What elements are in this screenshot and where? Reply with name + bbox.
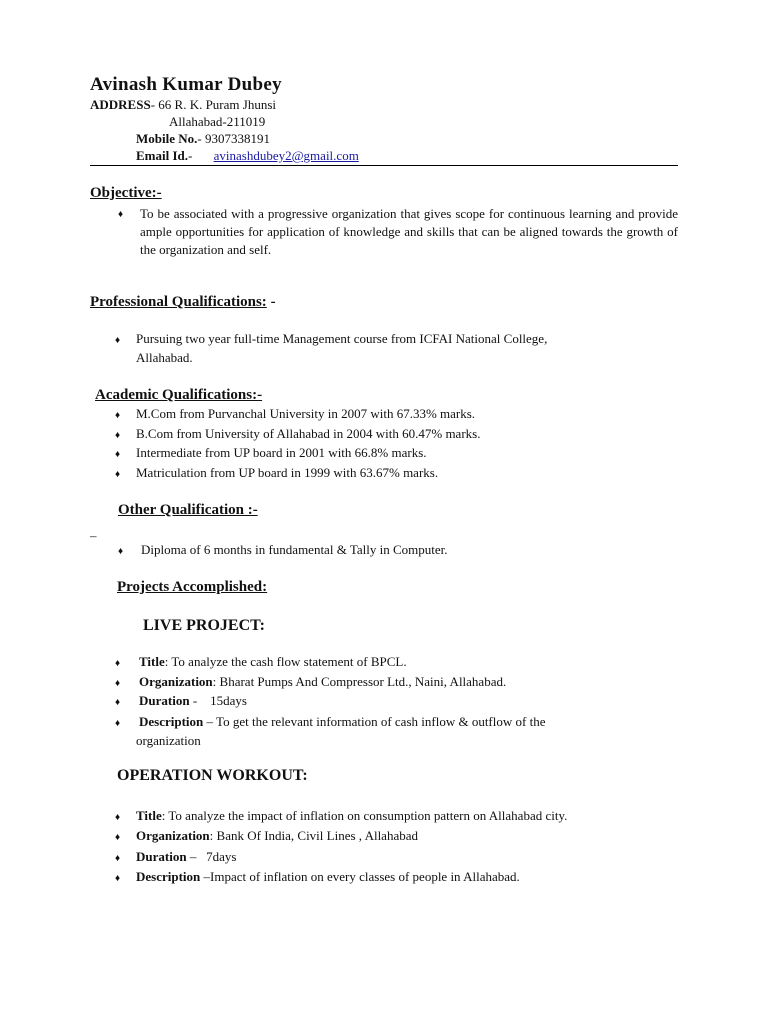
op-org-label: Organization [136,828,210,843]
email-line [136,148,359,164]
live-title-line [139,654,407,670]
academic-heading: Academic Qualifications:- [95,387,263,403]
op-title-line [136,808,567,824]
other-dash: – [90,528,97,543]
op-duration-label: Duration [136,849,187,864]
live-org-line [139,674,506,690]
bullet-diamond-icon: ♦ [115,469,121,480]
bullet-diamond-icon: ♦ [115,873,121,884]
academic-item: B.Com from University of Allahabad in 2004 with 60.47% marks. [136,426,481,441]
address-line [90,97,276,113]
email-link[interactable]: avinashdubey2@gmail.com [213,148,359,163]
professional-heading: Professional Qualifications: [90,294,267,310]
bullet-diamond-icon: ♦ [115,812,121,823]
op-desc-label: Description [136,869,201,884]
projects-heading: Projects Accomplished: [117,579,268,595]
mobile-label: Mobile No. [136,131,198,146]
bullet-diamond-icon: ♦ [118,546,124,557]
bullet-diamond-icon: ♦ [118,209,124,220]
op-title-label: Title [136,808,162,823]
header-divider [90,165,678,166]
address-label: ADDRESS [90,97,151,112]
op-desc-line [136,869,520,885]
candidate-name: Avinash Kumar Dubey [90,74,282,95]
email-label: Email Id. [136,148,189,163]
academic-item: Intermediate from UP board in 2001 with 66.8% marks. [136,445,427,460]
live-duration-label: Duration [139,693,190,708]
bullet-diamond-icon: ♦ [115,697,121,708]
bullet-diamond-icon: ♦ [115,658,121,669]
address-value: - 66 R. K. Puram Jhunsi [150,97,276,112]
professional-heading-suffix: - [266,294,276,310]
professional-heading-line [90,294,276,311]
operation-workout-heading: OPERATION WORKOUT: [117,767,308,784]
bullet-diamond-icon: ♦ [115,832,121,843]
live-duration-value: - 15days [189,693,247,708]
professional-item-line1: Pursuing two year full-time Management course from ICFAI National College, [136,331,548,346]
live-project-heading: LIVE PROJECT: [143,617,265,634]
live-desc-label: Description [139,714,204,729]
other-item: Diploma of 6 months in fundamental & Tally in Computer. [141,542,448,557]
live-desc-line2: organization [136,733,201,748]
bullet-diamond-icon: ♦ [115,678,121,689]
op-duration-value: – 7days [186,849,237,864]
objective-text: To be associated with a progressive organization that gives scope for continuous learning and provide ample opportunities for application of knowledge and skills that can be aligned towards the growth of the organization and self. [140,206,678,257]
bullet-diamond-icon: ♦ [115,718,121,729]
live-title-value: : To analyze the cash flow statement of BPCL. [164,654,407,669]
op-desc-value: –Impact of inflation on every classes of people in Allahabad. [200,869,520,884]
bullet-diamond-icon: ♦ [115,430,121,441]
mobile-line [136,131,270,147]
academic-item: Matriculation from UP board in 1999 with 63.67% marks. [136,465,439,480]
objective-heading: Objective:- [90,185,162,201]
op-org-value: : Bank Of India, Civil Lines , Allahabad [209,828,418,843]
live-title-label: Title [139,654,165,669]
email-sep: - [188,148,193,163]
live-desc-value: – To get the relevant information of cash inflow & outflow of the [203,714,546,729]
bullet-diamond-icon: ♦ [115,335,121,346]
op-duration-line [136,849,236,865]
op-org-line [136,828,418,844]
other-heading: Other Qualification :- [118,502,258,518]
professional-item-line2: Allahabad. [136,350,193,365]
bullet-diamond-icon: ♦ [115,410,121,421]
mobile-value: - 9307338191 [197,131,270,146]
bullet-diamond-icon: ♦ [115,449,121,460]
bullet-diamond-icon: ♦ [115,853,121,864]
live-duration-line [139,693,247,709]
live-desc-line [139,714,545,730]
live-org-label: Organization [139,674,213,689]
live-org-value: : Bharat Pumps And Compressor Ltd., Naini, Allahabad. [212,674,507,689]
address-city: Allahabad-211019 [169,114,266,129]
op-title-value: : To analyze the impact of inflation on consumption pattern on Allahabad city. [161,808,568,823]
academic-item: M.Com from Purvanchal University in 2007 with 67.33% marks. [136,406,476,421]
